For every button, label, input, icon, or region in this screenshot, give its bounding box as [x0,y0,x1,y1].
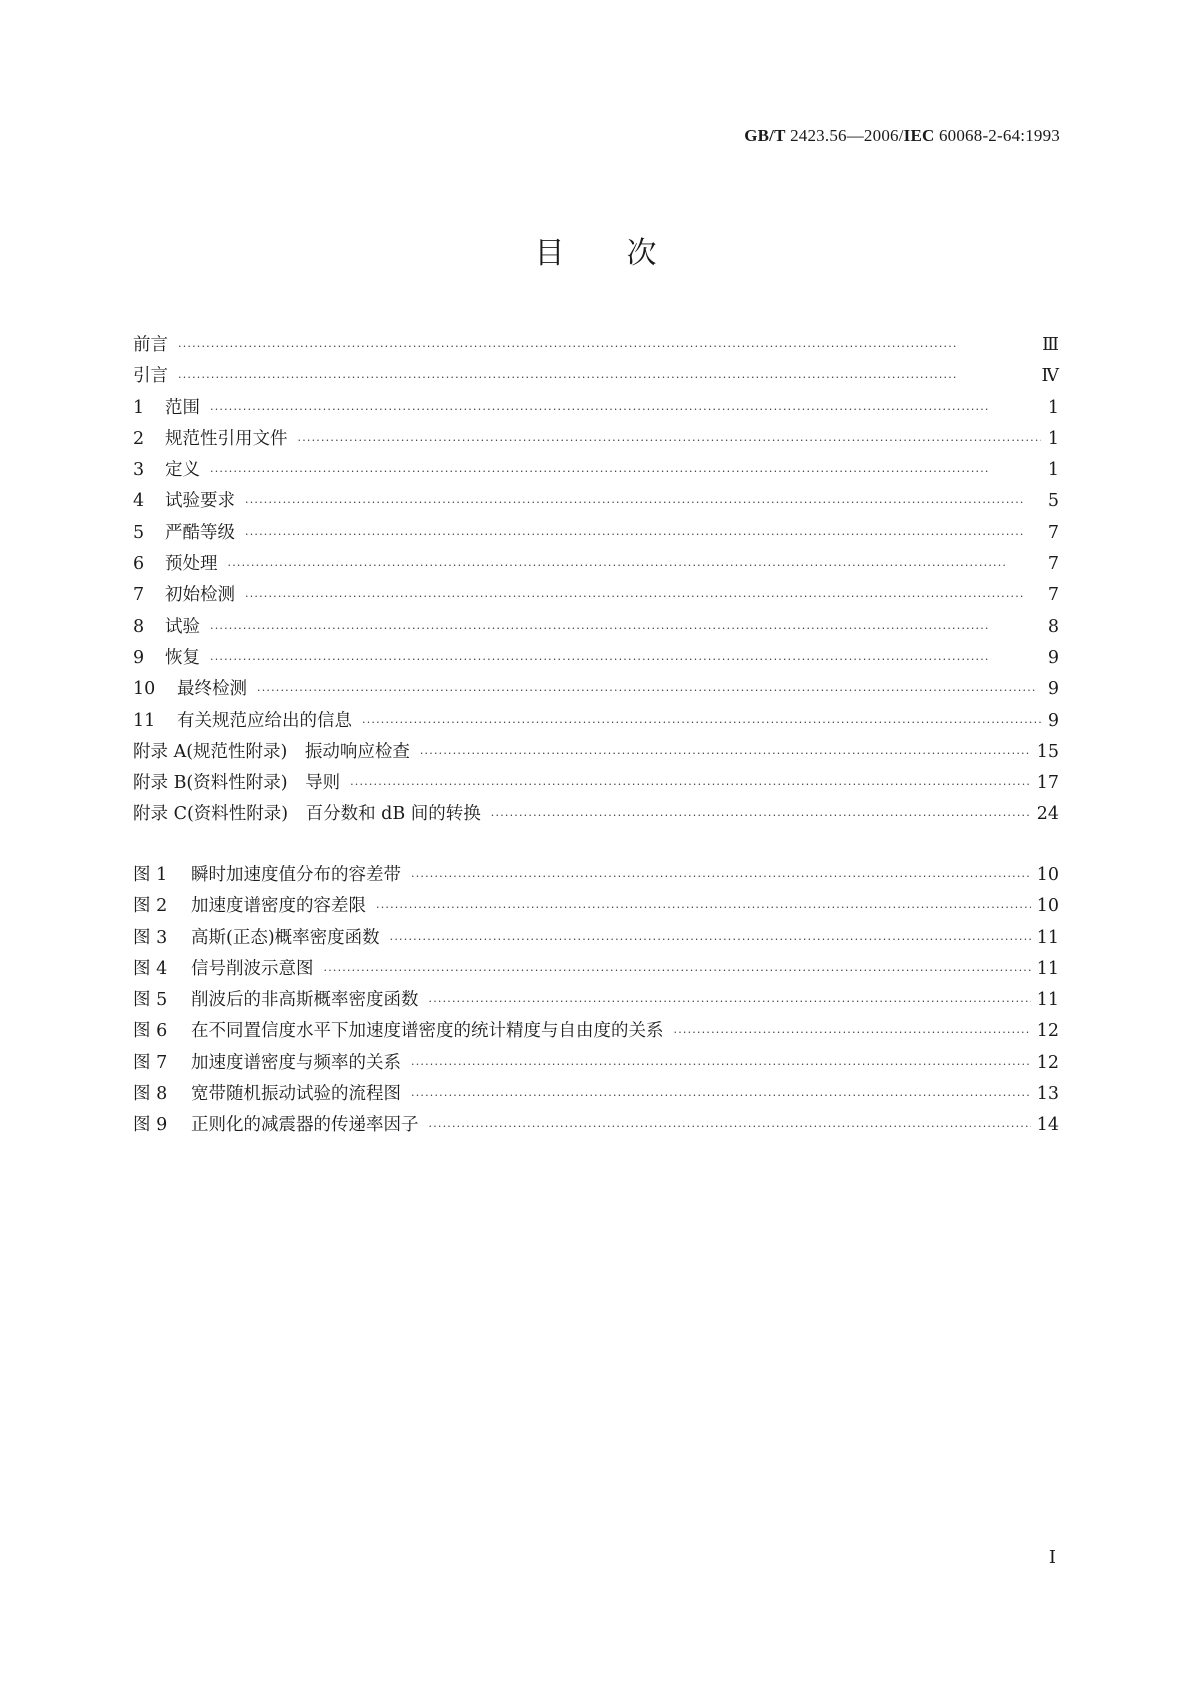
dot-leader [178,331,1036,362]
figure-entry[interactable] [133,985,1059,1016]
figure-entry[interactable] [133,923,1059,954]
page-number: I [1048,1547,1056,1568]
entry-page-number: Ⅳ [1041,366,1059,387]
dot-leader [210,394,1041,425]
figure-entry[interactable] [133,1079,1059,1110]
toc-entry[interactable] [133,706,1059,737]
section-title: 引言 [133,366,168,387]
figure-number: 图 8 [133,1084,168,1105]
section-title: 预处理 [165,554,218,575]
figure-number: 图 5 [133,990,168,1011]
dot-leader [178,362,1036,393]
toc-entry[interactable] [133,549,1059,580]
table-of-contents [133,330,1059,831]
figure-title: 加速度谱密度与频率的关系 [191,1052,401,1073]
dot-leader [245,581,1041,612]
toc-entry[interactable] [133,518,1059,549]
dot-leader [411,861,1031,892]
section-title: 规范性引用文件 [165,428,288,449]
section-title: 附录 A(规范性附录) 振动响应检查 [133,741,410,762]
toc-entry[interactable] [133,737,1059,768]
figure-title: 正则化的减震器的传递率因子 [191,1115,419,1136]
section-number: 11 [133,710,156,731]
entry-page-number: 17 [1036,773,1059,794]
section-title: 有关规范应给出的信息 [177,710,352,731]
section-title: 恢复 [165,647,200,668]
entry-page-number: 24 [1036,804,1059,825]
figure-number: 图 3 [133,927,168,948]
toc-title: 目次 [534,236,719,271]
section-number: 9 [133,647,145,668]
entry-page-number: 8 [1047,616,1059,637]
dot-leader [257,675,1041,706]
entry-page-number: 7 [1047,522,1059,543]
figure-number: 图 2 [133,896,168,917]
entry-page-number: 5 [1047,491,1059,512]
section-number: 4 [133,491,145,512]
toc-entry[interactable] [133,486,1059,517]
entry-page-number: 11 [1036,927,1059,948]
section-title: 严酷等级 [165,522,235,543]
section-title: 前言 [133,335,168,355]
section-number: 8 [133,616,145,637]
section-number: 6 [133,554,145,575]
dot-leader [228,550,1042,581]
dot-leader [491,800,1031,831]
entry-page-number: 12 [1036,1052,1059,1073]
dot-leader [429,986,1031,1017]
toc-entry[interactable] [133,799,1059,830]
standard-number-header [744,126,1060,146]
section-title: 附录 B(资料性附录) 导则 [133,773,341,794]
section-number: 7 [133,585,145,606]
figure-number: 图 1 [133,865,168,885]
figure-entry[interactable] [133,954,1059,985]
toc-entry[interactable] [133,455,1059,486]
toc-entry[interactable] [133,580,1059,611]
figure-entry[interactable] [133,860,1059,891]
toc-entry[interactable] [133,330,1059,361]
toc-entry[interactable] [133,361,1059,392]
standard-prefix: GB/T [744,126,786,145]
toc-entry[interactable] [133,393,1059,424]
section-title: 范围 [165,397,200,418]
entry-page-number: 14 [1036,1115,1059,1136]
entry-page-number: Ⅲ [1042,335,1059,355]
figure-number: 图 6 [133,1021,168,1042]
figure-title: 瞬时加速度值分布的容差带 [191,865,401,885]
standard-number: 2423.56—2006/ [785,126,904,145]
dot-leader [210,644,1041,675]
entry-page-number: 15 [1036,741,1059,762]
entry-page-number: 9 [1047,647,1059,668]
figure-title: 加速度谱密度的容差限 [191,896,366,917]
figure-title: 信号削波示意图 [191,958,314,979]
figure-number: 图 9 [133,1115,168,1136]
section-number: 2 [133,428,145,449]
section-title: 试验要求 [165,491,235,512]
figure-number: 图 7 [133,1052,168,1073]
entry-page-number: 9 [1047,679,1059,700]
dot-leader [298,425,1042,456]
figure-title: 高斯(正态)概率密度函数 [191,927,380,948]
dot-leader [411,1080,1031,1111]
list-of-figures [133,860,1059,1142]
toc-entry[interactable] [133,674,1059,705]
dot-leader [420,738,1031,769]
section-number: 5 [133,522,145,543]
figure-entry[interactable] [133,1048,1059,1079]
figure-entry[interactable] [133,891,1059,922]
figure-title: 在不同置信度水平下加速度谱密度的统计精度与自由度的关系 [191,1021,664,1042]
entry-page-number: 1 [1047,428,1059,449]
entry-page-number: 12 [1036,1021,1059,1042]
entry-page-number: 7 [1047,554,1059,575]
entry-page-number: 13 [1036,1084,1059,1105]
section-number: 3 [133,460,145,481]
dot-leader [210,613,1041,644]
section-number: 10 [133,679,156,700]
section-title: 最终检测 [177,679,247,700]
dot-leader [210,456,1041,487]
section-number: 1 [133,397,145,418]
toc-entry[interactable] [133,643,1059,674]
dot-leader [245,519,1041,550]
section-title: 初始检测 [165,585,235,606]
toc-entry[interactable] [133,768,1059,799]
entry-page-number: 11 [1036,990,1059,1011]
dot-leader [362,707,1041,738]
dot-leader [245,487,1041,518]
figure-entry[interactable] [133,1016,1059,1047]
figure-entry[interactable] [133,1110,1059,1141]
dot-leader [411,1049,1031,1080]
dot-leader [376,892,1031,923]
dot-leader [429,1111,1031,1142]
entry-page-number: 9 [1047,710,1059,731]
figure-title: 宽带随机振动试验的流程图 [191,1084,401,1105]
entry-page-number: 10 [1036,865,1059,885]
iec-prefix: IEC [903,126,935,145]
entry-page-number: 10 [1036,896,1059,917]
dot-leader [674,1017,1031,1048]
entry-page-number: 1 [1047,460,1059,481]
entry-page-number: 11 [1036,958,1059,979]
section-title: 定义 [165,460,200,481]
entry-page-number: 7 [1047,585,1059,606]
figure-title: 削波后的非高斯概率密度函数 [191,990,419,1011]
entry-page-number: 1 [1047,397,1059,418]
toc-entry[interactable] [133,612,1059,643]
toc-entry[interactable] [133,424,1059,455]
dot-leader [350,769,1031,800]
dot-leader [390,924,1031,955]
section-title: 试验 [165,616,200,637]
dot-leader [324,955,1031,986]
section-title: 附录 C(资料性附录) 百分数和 dB 间的转换 [133,804,481,825]
iec-number: 60068-2-64:1993 [934,126,1060,145]
figure-number: 图 4 [133,958,168,979]
